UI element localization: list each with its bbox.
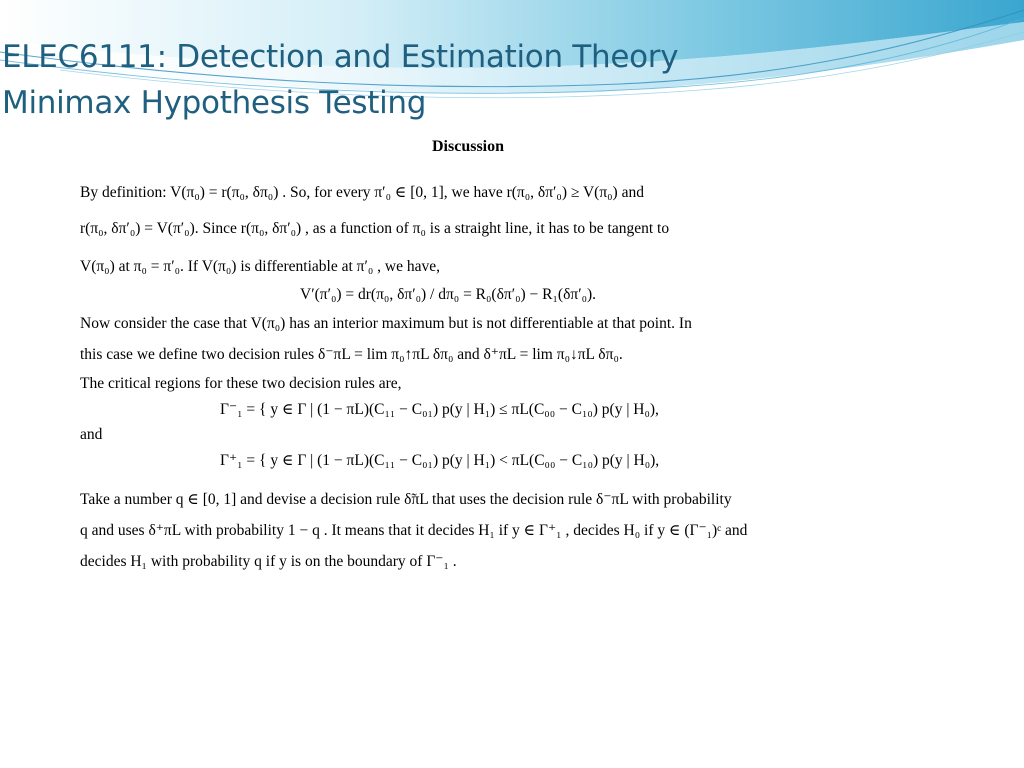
equation: Γ⁺₁ = { y ∈ Γ | (1 − πL)(C₁₁ − C₀₁) p(y | H₁) < πL(C₀₀ − C₁₀) p(y | H₀), <box>220 452 660 469</box>
equation: Γ⁻₁ = { y ∈ Γ | (1 − πL)(C₁₁ − C₀₁) p(y | H₁) ≤ πL(C₀₀ − C₁₀) p(y | H₀), <box>220 401 659 418</box>
text-line: V(π₀) at π₀ = π′₀. If V(π₀) is differentiable at π′₀ , we have, <box>80 258 440 275</box>
text-line: q and uses δ⁺πL with probability 1 − q . It means that it decides H₁ if y ∈ Γ⁺₁ , decides H₀ if y ∈ (Γ⁻₁)ᶜ and <box>80 522 748 539</box>
text-line: The critical regions for these two decision rules are, <box>80 375 402 392</box>
text-line: r(π₀, δπ′₀) = V(π′₀). Since r(π₀, δπ′₀) , as a function of π₀ is a straight line, it has to be tangent to <box>80 220 670 237</box>
text-line: Now consider the case that V(π₀) has an interior maximum but is not differentiable at that point. In <box>80 315 692 332</box>
text-line: decides H₁ with probability q if y is on the boundary of Γ⁻₁ . <box>80 553 457 570</box>
text-line: Take a number q ∈ [0, 1] and devise a decision rule δ̃πL that uses the decision rule δ⁻πL with probability <box>80 491 732 508</box>
text-line: this case we define two decision rules δ⁻πL = lim π₀↑πL δπ₀ and δ⁺πL = lim π₀↓πL δπ₀. <box>80 346 623 363</box>
slide-title: ELEC6111: Detection and Estimation Theory <box>2 39 679 75</box>
slide-subtitle: Minimax Hypothesis Testing <box>2 85 427 121</box>
text-line: and <box>80 426 103 443</box>
section-heading: Discussion <box>431 138 505 155</box>
title-block <box>2 34 678 126</box>
equation: V′(π′₀) = dr(π₀, δπ′₀) / dπ₀ = R₀(δπ′₀) − R₁(δπ′₀). <box>300 286 597 303</box>
text-line: By definition: V(π₀) = r(π₀, δπ₀) . So, for every π′₀ ∈ [0, 1], we have r(π₀, δπ′₀) ≥ V(π₀) and <box>80 184 644 201</box>
